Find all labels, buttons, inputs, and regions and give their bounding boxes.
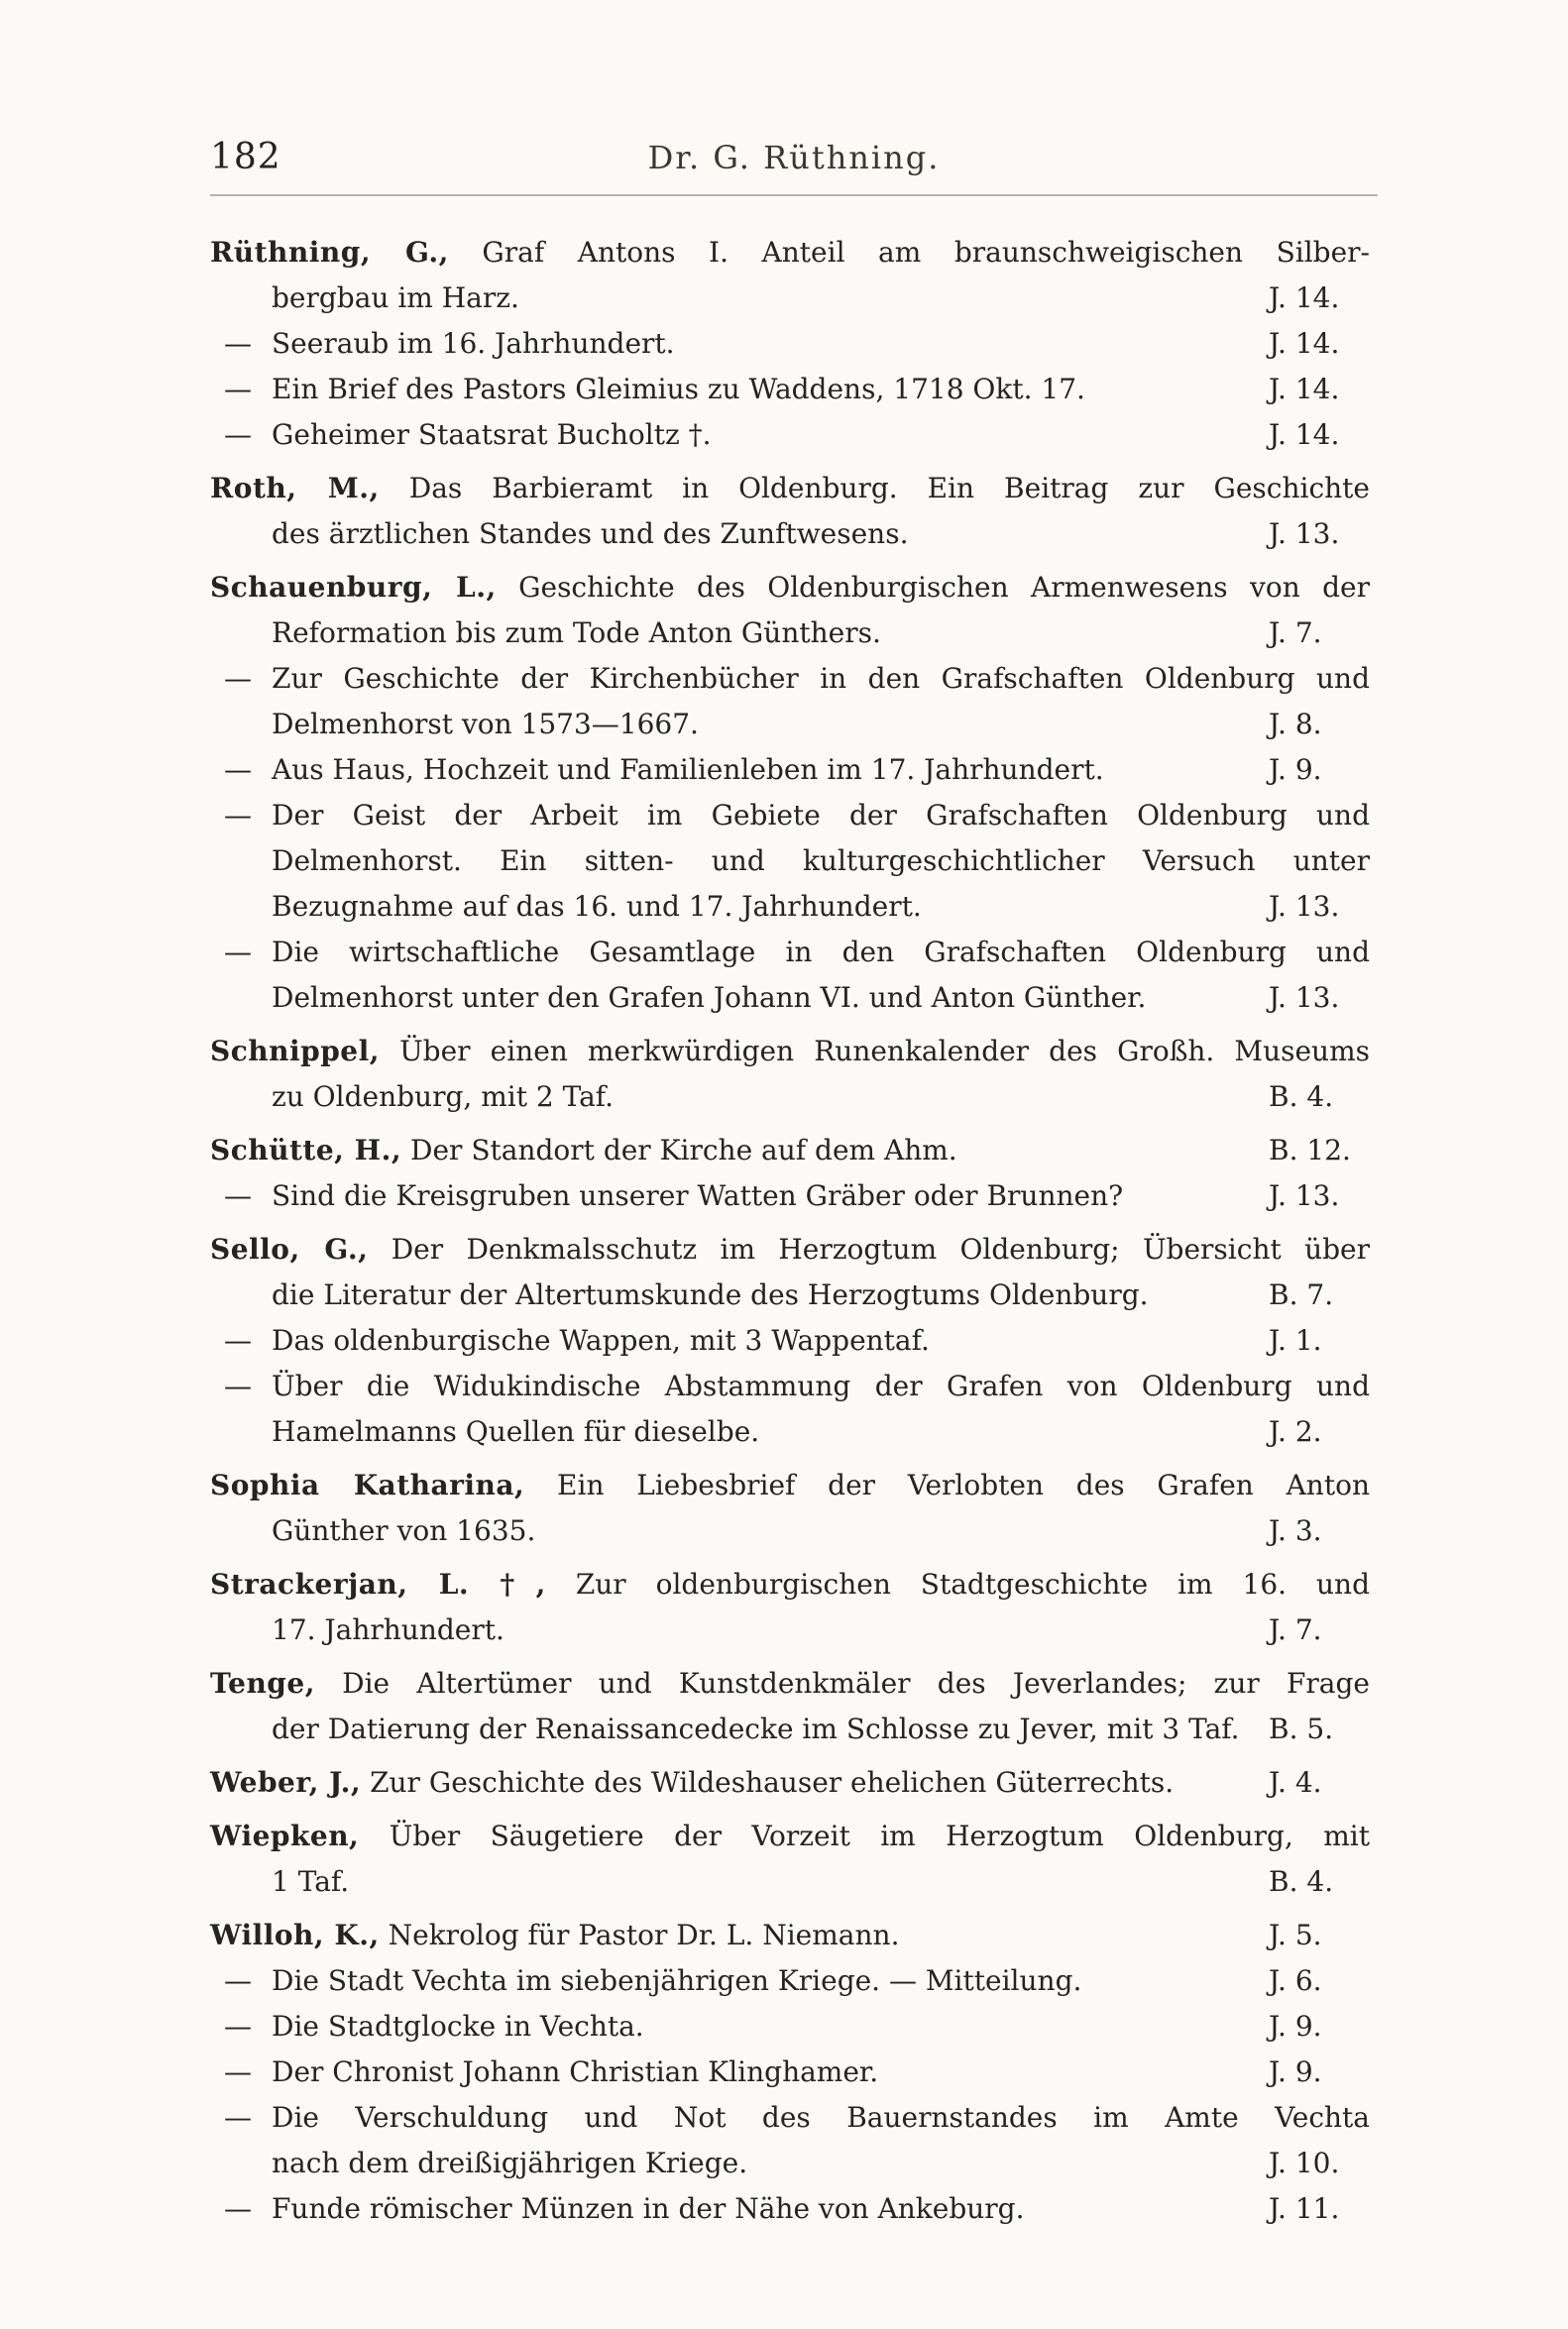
entry-line [210, 1958, 1378, 2004]
volume-reference: J. 9. [1269, 2010, 1322, 2043]
ditto-dash: — [224, 1179, 252, 1212]
entry-line [210, 565, 1378, 610]
entry-line [210, 2095, 1378, 2141]
entry-title: Delmenhorst. Ein sitten- und kulturgeschichtlicher Versuch unter [272, 844, 1370, 877]
ditto-dash: — [224, 418, 252, 451]
ditto-dash: — [224, 1324, 252, 1357]
bibliography-list [210, 230, 1378, 2240]
entry-title: Über die Widukindische Abstammung der Grafen von Oldenburg und [272, 1370, 1370, 1402]
ditto-dash: — [224, 1370, 252, 1402]
entry-title: des ärztlichen Standes und des Zunftwesens. [272, 517, 909, 550]
entry-line [210, 412, 1378, 458]
volume-reference: J. 3. [1269, 1514, 1322, 1547]
entry-title: die Literatur der Altertumskunde des Herzogtums Oldenburg. [272, 1278, 1149, 1311]
entry-title: Geschichte des Oldenburgischen Armenwesens von der [518, 571, 1370, 604]
volume-reference: J. 14. [1269, 418, 1340, 451]
entry-line [210, 466, 1378, 511]
entry-line [210, 1508, 1378, 1554]
author-name: Tenge, [210, 1667, 315, 1700]
entry-line [210, 884, 1378, 930]
author-name: Weber, J., [210, 1766, 362, 1799]
volume-reference: B. 7. [1269, 1278, 1334, 1311]
volume-reference: J. 13. [1269, 981, 1340, 1014]
ditto-dash: — [224, 2055, 252, 2088]
entry-line [210, 1128, 1378, 1173]
entry-title: Sind die Kreisgruben unserer Watten Gräber oder Brunnen? [272, 1179, 1124, 1212]
bibliography-entry [210, 1661, 1378, 1752]
entry-title: Bezugnahme auf das 16. und 17. Jahrhundert. [272, 890, 922, 923]
volume-reference: J. 13. [1269, 517, 1340, 550]
entry-line [210, 511, 1378, 557]
ditto-dash: — [224, 327, 252, 360]
bibliography-entry [210, 1814, 1378, 1905]
ditto-dash: — [224, 753, 252, 786]
bibliography-entry [210, 565, 1378, 1021]
entry-line [210, 1707, 1378, 1752]
volume-reference: J. 7. [1269, 616, 1322, 649]
entry-title: 1 Taf. [272, 1865, 350, 1898]
entry-title: Die wirtschaftliche Gesamtlage in den Grafschaften Oldenburg und [272, 936, 1370, 968]
author-name: Strackerjan, L. †, [210, 1568, 546, 1601]
volume-reference: J. 7. [1269, 1613, 1322, 1646]
ditto-dash: — [224, 662, 252, 695]
volume-reference: B. 4. [1269, 1080, 1334, 1113]
entry-line [210, 1859, 1378, 1905]
entry-line [210, 1409, 1378, 1455]
entry-title: 17. Jahrhundert. [272, 1613, 504, 1646]
entry-line [210, 230, 1378, 276]
ditto-dash: — [224, 2192, 252, 2225]
volume-reference: B. 12. [1269, 1134, 1351, 1166]
ditto-dash: — [224, 2010, 252, 2043]
entry-line [210, 321, 1378, 367]
bibliography-entry [210, 1227, 1378, 1455]
entry-title: der Datierung der Renaissancedecke im Schlosse zu Jever, mit 3 Taf. [272, 1713, 1240, 1745]
entry-title: Die Stadtglocke in Vechta. [272, 2010, 644, 2043]
entry-title: Delmenhorst unter den Grafen Johann VI. und Anton Günther. [272, 981, 1147, 1014]
entry-line [210, 1173, 1378, 1219]
entry-line [210, 975, 1378, 1021]
entry-title: Der Geist der Arbeit im Gebiete der Grafschaften Oldenburg und [272, 799, 1370, 832]
entry-line [210, 1227, 1378, 1273]
author-name: Schauenburg, L., [210, 571, 497, 604]
author-name: Schütte, H., [210, 1134, 402, 1166]
volume-reference: J. 8. [1269, 708, 1322, 740]
entry-line [210, 1463, 1378, 1508]
entry-title: nach dem dreißigjährigen Kriege. [272, 2147, 748, 2179]
ditto-dash: — [224, 799, 252, 832]
bibliography-entry [210, 466, 1378, 557]
entry-title: Die Stadt Vechta im siebenjährigen Kriege. — Mitteilung. [272, 1964, 1082, 1997]
author-name: Rüthning, G., [210, 236, 449, 269]
author-name: Willoh, K., [210, 1919, 380, 1951]
ditto-dash: — [224, 2101, 252, 2134]
entry-title: Zur Geschichte der Kirchenbücher in den Grafschaften Oldenburg und [272, 662, 1370, 695]
entry-line [210, 2141, 1378, 2186]
entry-title: Zur oldenburgischen Stadtgeschichte im 16. und [575, 1568, 1370, 1601]
entry-title: Der Denkmalsschutz im Herzogtum Oldenburg; Übersicht über [391, 1233, 1370, 1266]
entry-title: Das Barbieramt in Oldenburg. Ein Beitrag zur Geschichte [408, 472, 1370, 504]
volume-reference: J. 14. [1269, 373, 1340, 405]
volume-reference: J. 1. [1269, 1324, 1322, 1357]
entry-line [210, 1029, 1378, 1074]
entry-line [210, 1608, 1378, 1653]
page-header [210, 137, 1378, 196]
volume-reference: J. 13. [1269, 890, 1340, 923]
entry-line [210, 793, 1378, 838]
volume-reference: J. 6. [1269, 1964, 1322, 1997]
volume-reference: J. 4. [1269, 1766, 1322, 1799]
volume-reference: J. 11. [1269, 2192, 1340, 2225]
bibliography-entry [210, 1562, 1378, 1653]
entry-title: zu Oldenburg, mit 2 Taf. [272, 1080, 615, 1113]
entry-title: Der Standort der Kirche auf dem Ahm. [410, 1134, 957, 1166]
entry-line [210, 1760, 1378, 1806]
entry-line [210, 2050, 1378, 2095]
entry-title: Graf Antons I. Anteil am braunschweigischen Silber- [482, 236, 1370, 269]
volume-reference: B. 4. [1269, 1865, 1334, 1898]
entry-line [210, 702, 1378, 747]
volume-reference: J. 14. [1269, 281, 1340, 314]
entry-line [210, 1273, 1378, 1318]
volume-reference: J. 10. [1269, 2147, 1340, 2179]
entry-title: Aus Haus, Hochzeit und Familienleben im 17. Jahrhundert. [272, 753, 1104, 786]
author-name: Roth, M., [210, 472, 380, 504]
entry-line [210, 610, 1378, 656]
volume-reference: J. 9. [1269, 753, 1322, 786]
volume-reference: B. 5. [1269, 1713, 1334, 1745]
bibliography-entry [210, 1913, 1378, 2232]
entry-line [210, 656, 1378, 702]
entry-line [210, 838, 1378, 884]
entry-title: Geheimer Staatsrat Bucholtz †. [272, 418, 712, 451]
author-name: Wiepken, [210, 1820, 360, 1852]
entry-line [210, 1364, 1378, 1409]
entry-title: Funde römischer Münzen in der Nähe von Ankeburg. [272, 2192, 1025, 2225]
bibliography-entry [210, 1128, 1378, 1219]
page-number: 182 [210, 137, 281, 177]
entry-title: Die Altertümer und Kunstdenkmäler des Jeverlandes; zur Frage [342, 1667, 1370, 1700]
entry-line [210, 1562, 1378, 1608]
entry-title: Der Chronist Johann Christian Klinghamer. [272, 2055, 879, 2088]
entry-title: Die Verschuldung und Not des Bauernstandes im Amte Vechta [272, 2101, 1370, 2134]
entry-title: Über Säugetiere der Vorzeit im Herzogtum Oldenburg, mit [389, 1820, 1371, 1852]
author-name: Sophia Katharina, [210, 1469, 525, 1501]
volume-reference: J. 14. [1269, 327, 1340, 360]
entry-title: Ein Liebesbrief der Verlobten des Grafen Anton [557, 1469, 1370, 1501]
ditto-dash: — [224, 373, 252, 405]
entry-line [210, 747, 1378, 793]
entry-line [210, 2186, 1378, 2232]
entry-title: Nekrolog für Pastor Dr. L. Niemann. [388, 1919, 900, 1951]
entry-title: Über einen merkwürdigen Runenkalender des Großh. Museums [399, 1035, 1371, 1067]
volume-reference: J. 9. [1269, 2055, 1322, 2088]
entry-line [210, 2004, 1378, 2050]
bibliography-entry [210, 1463, 1378, 1554]
volume-reference: J. 13. [1269, 1179, 1340, 1212]
author-name: Schnippel, [210, 1035, 380, 1067]
entry-title: Zur Geschichte des Wildeshauser ehelichen Güterrechts. [370, 1766, 1175, 1799]
header-rule [210, 194, 1378, 196]
running-title: Dr. G. Rüthning. [647, 139, 941, 176]
bibliography-entry [210, 230, 1378, 458]
entry-title: Reformation bis zum Tode Anton Günthers. [272, 616, 881, 649]
entry-line [210, 1913, 1378, 1958]
entry-title: Delmenhorst von 1573—1667. [272, 708, 699, 740]
entry-title: Hamelmanns Quellen für dieselbe. [272, 1415, 760, 1448]
volume-reference: J. 5. [1269, 1919, 1322, 1951]
entry-line [210, 1074, 1378, 1120]
bibliography-entry [210, 1760, 1378, 1806]
entry-line [210, 276, 1378, 321]
entry-title: Das oldenburgische Wappen, mit 3 Wappentaf. [272, 1324, 930, 1357]
volume-reference: J. 2. [1269, 1415, 1322, 1448]
entry-title: Ein Brief des Pastors Gleimius zu Waddens, 1718 Okt. 17. [272, 373, 1085, 405]
entry-title: Günther von 1635. [272, 1514, 536, 1547]
entry-line [210, 1814, 1378, 1859]
author-name: Sello, G., [210, 1233, 369, 1266]
ditto-dash: — [224, 1964, 252, 1997]
entry-line [210, 1661, 1378, 1707]
entry-title: bergbau im Harz. [272, 281, 519, 314]
entry-title: Seeraub im 16. Jahrhundert. [272, 327, 675, 360]
entry-line [210, 930, 1378, 975]
bibliography-entry [210, 1029, 1378, 1120]
entry-line [210, 367, 1378, 412]
entry-line [210, 1318, 1378, 1364]
ditto-dash: — [224, 936, 252, 968]
